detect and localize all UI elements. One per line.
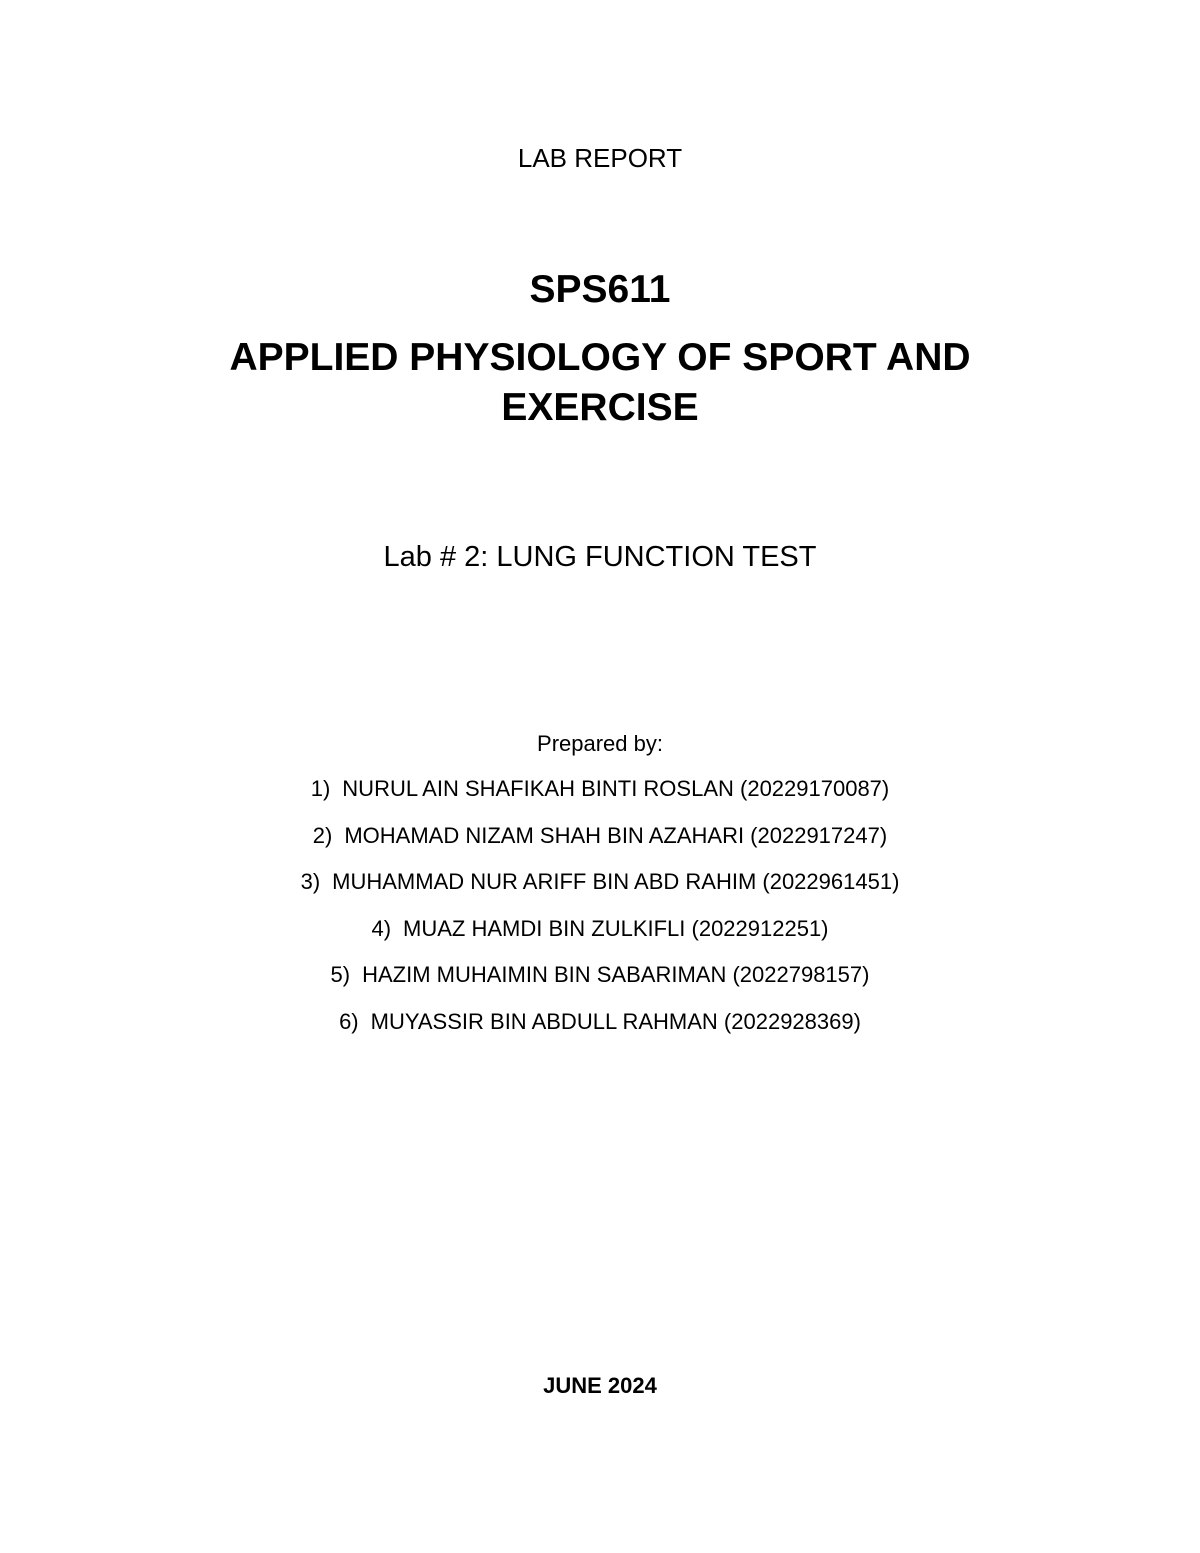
member-name: HAZIM MUHAIMIN BIN SABARIMAN (2022798157) — [362, 962, 870, 987]
member-name: NURUL AIN SHAFIKAH BINTI ROSLAN (20229170087) — [342, 776, 890, 801]
member-name: MUAZ HAMDI BIN ZULKIFLI (2022912251) — [403, 915, 829, 941]
course-title — [0, 333, 1200, 433]
member-name: MUHAMMAD NUR ARIFF BIN ABD RAHIM (2022961451) — [332, 869, 900, 894]
member-item — [0, 915, 1200, 962]
member-name: MOHAMAD NIZAM SHAH BIN AZAHARI (2022917247) — [344, 822, 888, 848]
course-title-line-2: EXERCISE — [501, 386, 699, 429]
report-label: LAB REPORT — [517, 143, 683, 173]
member-item — [0, 1008, 1200, 1055]
report-date: JUNE 2024 — [543, 1373, 657, 1398]
lab-title: Lab # 2: LUNG FUNCTION TEST — [383, 541, 817, 573]
member-number: 4) — [371, 915, 392, 941]
course-title-line-1: APPLIED PHYSIOLOGY OF SPORT AND — [229, 336, 971, 379]
member-item — [0, 961, 1200, 1008]
member-number: 6) — [339, 1008, 359, 1034]
member-item — [0, 775, 1200, 822]
member-item — [0, 822, 1200, 869]
prepared-by-label: Prepared by: — [537, 731, 663, 756]
member-name: MUYASSIR BIN ABDULL RAHMAN (2022928369) — [370, 1008, 861, 1034]
member-number: 2) — [312, 822, 333, 848]
member-number: 3) — [300, 869, 321, 894]
member-number: 1) — [310, 776, 331, 801]
course-code: SPS611 — [529, 268, 671, 311]
member-list — [0, 775, 1200, 1054]
member-number: 5) — [330, 962, 351, 987]
member-item — [0, 868, 1200, 915]
